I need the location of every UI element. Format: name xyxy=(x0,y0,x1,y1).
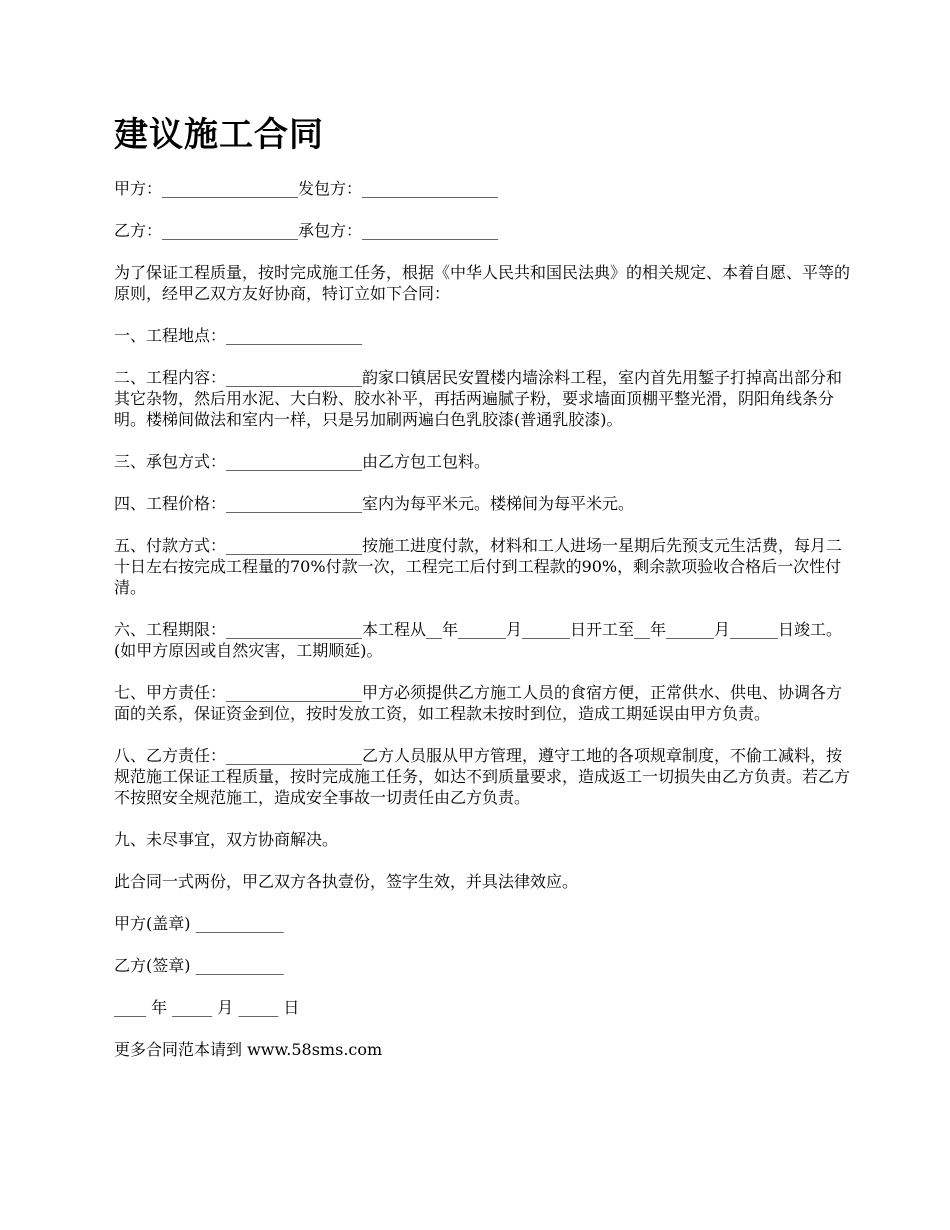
party-b-line: 乙方：_________________承包方：_________________ xyxy=(114,221,499,240)
clause-4-price: 四、工程价格：_________________室内为每平米元。楼梯间为每平米元。 xyxy=(114,494,635,513)
clause-9-misc: 九、未尽事宜，双方协商解决。 xyxy=(114,830,339,849)
party-a-line: 甲方：_________________发包方：_________________ xyxy=(114,179,499,198)
footer-link-text: 更多合同范本请到 www.58sms.com xyxy=(114,1040,383,1059)
party-a-seal-line: 甲方(盖章) ___________ xyxy=(114,914,284,933)
clause-1-location: 一、工程地点：_________________ xyxy=(114,326,363,345)
document-page xyxy=(114,112,854,1081)
copies-statement: 此合同一式两份，甲乙双方各执壹份，签字生效，并具法律效应。 xyxy=(114,872,579,891)
clause-5-payment: 五、付款方式：_________________按施工进度付款，材料和工人进场一星期后先预支元生活费，每月二十日左右按完成工程量的70%付款一次，工程完工后付到工程款的90%，剩余款项验收合格后一次性付清。 xyxy=(114,536,843,597)
date-line: ____ 年 _____ 月 _____ 日 xyxy=(114,998,300,1017)
preamble-paragraph: 为了保证工程质量，按时完成施工任务，根据《中华人民共和国民法典》的相关规定、本着自愿、平等的原则，经甲乙双方友好协商，特订立如下合同： xyxy=(114,263,851,303)
party-b-sign-line: 乙方(签章) ___________ xyxy=(114,956,284,975)
clause-2-content: 二、工程内容：_________________韵家口镇居民安置楼内墙涂料工程，室内首先用錾子打掉高出部分和其它杂物，然后用水泥、大白粉、胶水补平，再括两遍腻子粉，要求墙面顶棚平整光滑，阴阳角线条分明。楼梯间做法和室内一样，只是另加刷两遍白色乳胶漆(普通乳胶漆)。 xyxy=(114,368,843,429)
clause-3-contract-method: 三、承包方式：_________________由乙方包工包料。 xyxy=(114,452,491,471)
document-title: 建议施工合同 xyxy=(114,115,324,155)
clause-6-duration: 六、工程期限：_________________本工程从__年______月______日开工至__年______月______日竣工。(如甲方原因或自然灾害，工期顺延)。 xyxy=(114,620,843,660)
clause-8-party-b-duty: 八、乙方责任：_________________乙方人员服从甲方管理，遵守工地的各项规章制度，不偷工减料，按规范施工保证工程质量，按时完成施工任务，如达不到质量要求，造成返工一切损失由乙方负责。若乙方不按照安全规范施工，造成安全事故一切责任由乙方负责。 xyxy=(114,746,851,807)
clause-7-party-a-duty: 七、甲方责任：_________________甲方必须提供乙方施工人员的食宿方便，正常供水、供电、协调各方面的关系，保证资金到位，按时发放工资，如工程款未按时到位，造成工期延误由甲方负责。 xyxy=(114,683,843,723)
